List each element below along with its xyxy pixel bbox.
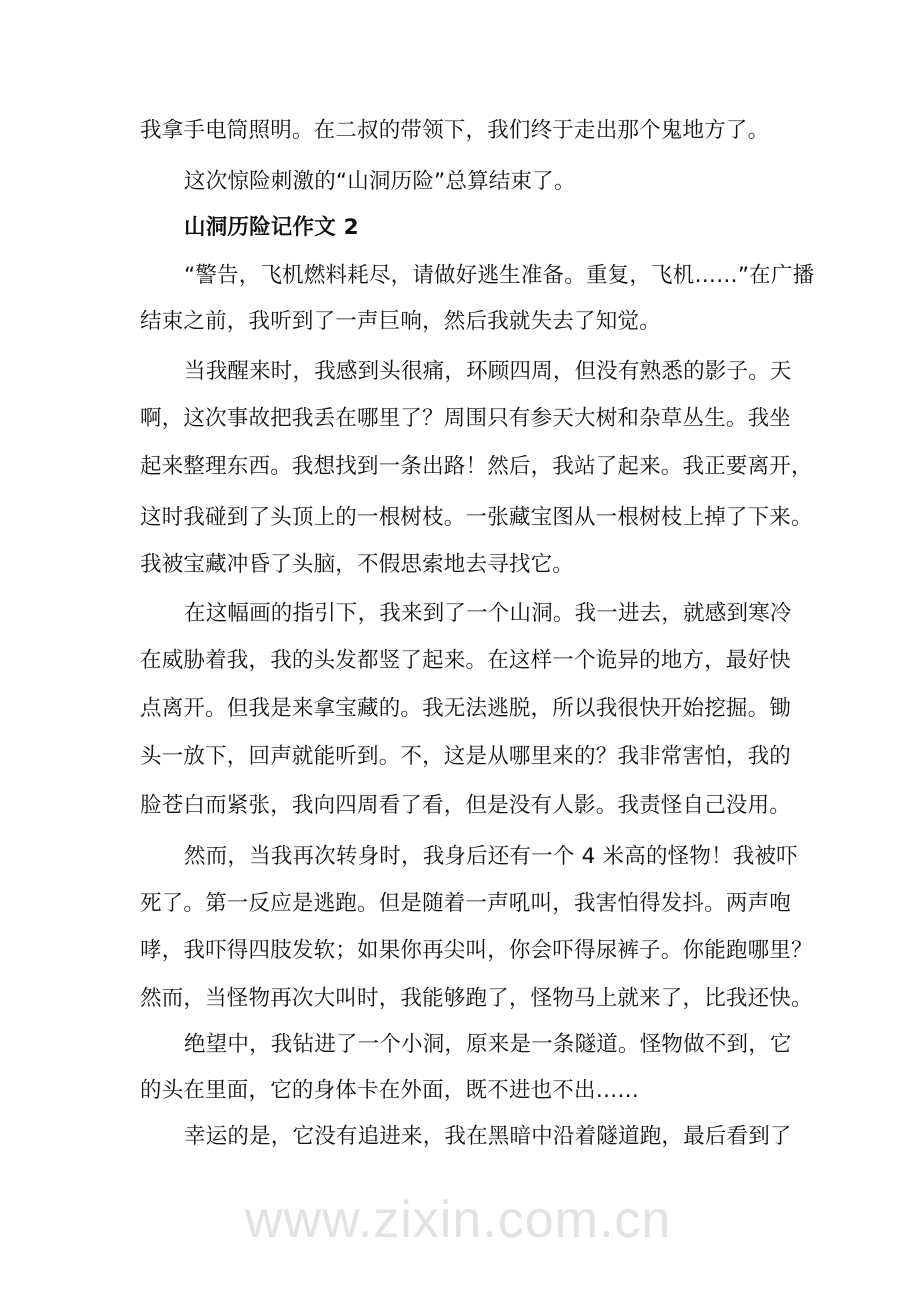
text-line: 起来整理东西。我想找到一条出路！然后，我站了起来。我正要离开， xyxy=(140,454,813,479)
text-line: 点离开。但我是来拿宝藏的。我无法逃脱，所以我很快开始挖掘。锄 xyxy=(140,696,792,721)
text-line: 我拿手电筒照明。在二叔的带领下，我们终于走出那个鬼地方了。 xyxy=(140,118,770,143)
text-line: 然而，当怪物再次大叫时，我能够跑了，怪物马上就来了，比我还快。 xyxy=(140,986,813,1011)
text-line: 这时我碰到了头顶上的一根树枝。一张藏宝图从一根树枝上掉了下来。 xyxy=(140,505,813,530)
text-line: 头一放下，回声就能听到。不，这是从哪里来的？我非常害怕，我的 xyxy=(140,744,792,769)
watermark: www.zixin.com.cn xyxy=(245,1191,672,1249)
text-line: 我被宝藏冲昏了头脑，不假思索地去寻找它。 xyxy=(140,552,575,577)
text-line: “警告，飞机燃料耗尽，请做好逃生准备。重复，飞机……”在广播 xyxy=(184,263,815,288)
section-heading: 山洞历险记作文 2 xyxy=(184,215,359,240)
text-line: 当我醒来时，我感到头很痛，环顾四周，但没有熟悉的影子。天 xyxy=(184,359,792,384)
text-line: 然而，当我再次转身时，我身后还有一个 4 米高的怪物！我被吓 xyxy=(184,844,798,869)
text-line: 脸苍白而紧张，我向四周看了看，但是没有人影。我责怪自己没用。 xyxy=(140,793,792,818)
text-line: 这次惊险刺激的“山洞历险”总算结束了。 xyxy=(184,169,576,194)
text-line: 在威胁着我，我的头发都竖了起来。在这样一个诡异的地方，最好快 xyxy=(140,648,792,673)
text-line: 啊，这次事故把我丢在哪里了？周围只有参天大树和杂草丛生。我坐 xyxy=(140,406,792,431)
text-line: 幸运的是，它没有追进来，我在黑暗中沿着隧道跑，最后看到了 xyxy=(184,1124,792,1149)
text-line: 哮，我吓得四肢发软；如果你再尖叫，你会吓得尿裤子。你能跑哪里？ xyxy=(140,938,813,963)
text-line: 死了。第一反应是逃跑。但是随着一声吼叫，我害怕得发抖。两声咆 xyxy=(140,891,792,916)
text-line: 在这幅画的指引下，我来到了一个山洞。我一进去，就感到寒冷 xyxy=(184,601,792,626)
text-line: 的头在里面，它的身体卡在外面，既不进也不出…… xyxy=(140,1078,640,1103)
text-line: 结束之前，我听到了一声巨响，然后我就失去了知觉。 xyxy=(140,309,661,334)
text-line: 绝望中，我钻进了一个小洞，原来是一条隧道。怪物做不到，它 xyxy=(184,1032,792,1057)
